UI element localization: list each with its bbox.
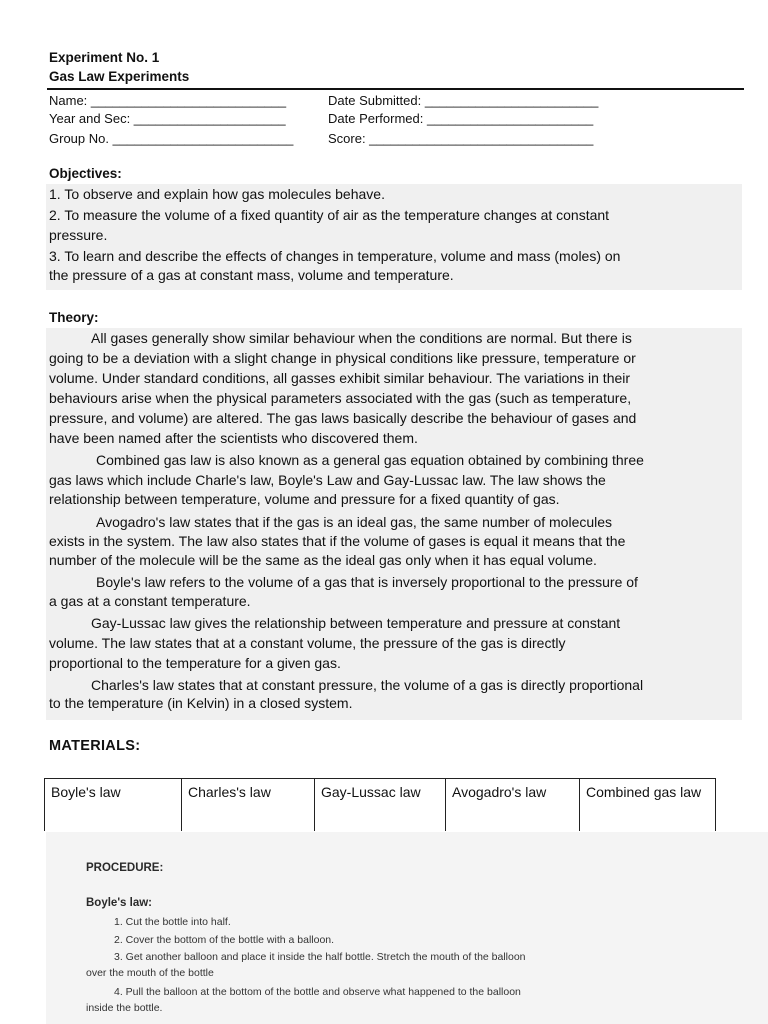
theory-line: volume. The law states that at a constant volume, the pressure of the gas is directly	[49, 635, 566, 651]
procedure-step: 4. Pull the balloon at the bottom of the bottle and observe what happened to the balloon	[114, 986, 521, 998]
objective-line: the pressure of a gas at constant mass, volume and temperature.	[49, 267, 454, 283]
theory-line: behaviours arise when the physical parameters associated with the gas (such as temperature,	[49, 390, 632, 406]
group-no-field: Group No. _________________________	[49, 131, 294, 146]
materials-heading: MATERIALS:	[49, 738, 141, 754]
theory-line: have been named after the scientists who discovered them.	[49, 430, 418, 446]
theory-heading: Theory:	[49, 310, 99, 325]
theory-line: gas laws which include Charle's law, Boyle's Law and Gay-Lussac law. The law shows the	[49, 472, 606, 488]
theory-line: Gay-Lussac law gives the relationship between temperature and pressure at constant	[91, 615, 621, 631]
theory-line: All gases generally show similar behaviour when the conditions are normal. But there is	[91, 330, 632, 346]
materials-cell: Avogadro's law	[446, 779, 580, 831]
experiment-number: Experiment No. 1	[49, 50, 160, 65]
objective-line: 1. To observe and explain how gas molecules behave.	[49, 186, 385, 202]
materials-cell: Boyle's law	[45, 779, 182, 831]
theory-line: exists in the system. The law also states that if the volume of gases is equal it means that the	[49, 533, 626, 549]
objective-line: pressure.	[49, 227, 108, 243]
procedure-section	[46, 832, 768, 1024]
objective-line: 3. To learn and describe the effects of changes in temperature, volume and mass (moles) on	[49, 248, 621, 264]
theory-line: proportional to the temperature for a given gas.	[49, 655, 341, 671]
procedure-step: 3. Get another balloon and place it inside the half bottle. Stretch the mouth of the balloon	[114, 951, 526, 963]
procedure-step: 2. Cover the bottom of the bottle with a balloon.	[114, 934, 335, 946]
materials-cell: Combined gas law	[586, 784, 702, 800]
procedure-heading: PROCEDURE:	[86, 862, 164, 874]
theory-line: number of the molecule will be the same as the ideal gas only when it has equal volume.	[49, 552, 597, 568]
theory-line: pressure, and volume) are altered. The gas laws basically describe the behaviour of gases and	[49, 410, 637, 426]
experiment-title: Gas Law Experiments	[49, 69, 190, 84]
date-submitted-field: Date Submitted: ________________________	[328, 93, 599, 108]
date-performed-field: Date Performed: _______________________	[328, 111, 594, 126]
objectives-heading: Objectives:	[49, 166, 122, 181]
theory-line: a gas at a constant temperature.	[49, 593, 251, 609]
theory-line: Avogadro's law states that if the gas is an ideal gas, the same number of molecules	[96, 514, 613, 530]
theory-line: Boyle's law refers to the volume of a gas that is inversely proportional to the pressure of	[96, 574, 638, 590]
theory-line: Charles's law states that at constant pressure, the volume of a gas is directly proportional	[91, 677, 644, 693]
procedure-step: 1. Cut the bottle into half.	[114, 916, 231, 928]
theory-line: relationship between temperature, volume and pressure for a fixed quantity of gas.	[49, 491, 560, 507]
objective-line: 2. To measure the volume of a fixed quantity of air as the temperature changes at constant	[49, 207, 610, 223]
score-field: Score: _______________________________	[328, 131, 594, 146]
procedure-step: over the mouth of the bottle	[86, 967, 214, 979]
materials-cell: Charles's law	[182, 779, 315, 831]
materials-cell: Gay-Lussac law	[315, 779, 446, 831]
theory-line: Combined gas law is also known as a general gas equation obtained by combining three	[96, 452, 644, 468]
theory-line: volume. Under standard conditions, all gasses exhibit similar behaviour. The variations in their	[49, 370, 631, 386]
procedure-step: inside the bottle.	[86, 1002, 163, 1014]
boyles-law-subheading: Boyle's law:	[86, 897, 153, 909]
name-field: Name: ___________________________	[49, 93, 287, 108]
year-sec-field: Year and Sec: _____________________	[49, 111, 286, 126]
materials-table	[44, 778, 716, 831]
theory-line: going to be a deviation with a slight change in physical conditions like pressure, temperature or	[49, 350, 636, 366]
header-rule	[47, 88, 744, 90]
theory-line: to the temperature (in Kelvin) in a closed system.	[49, 695, 353, 711]
